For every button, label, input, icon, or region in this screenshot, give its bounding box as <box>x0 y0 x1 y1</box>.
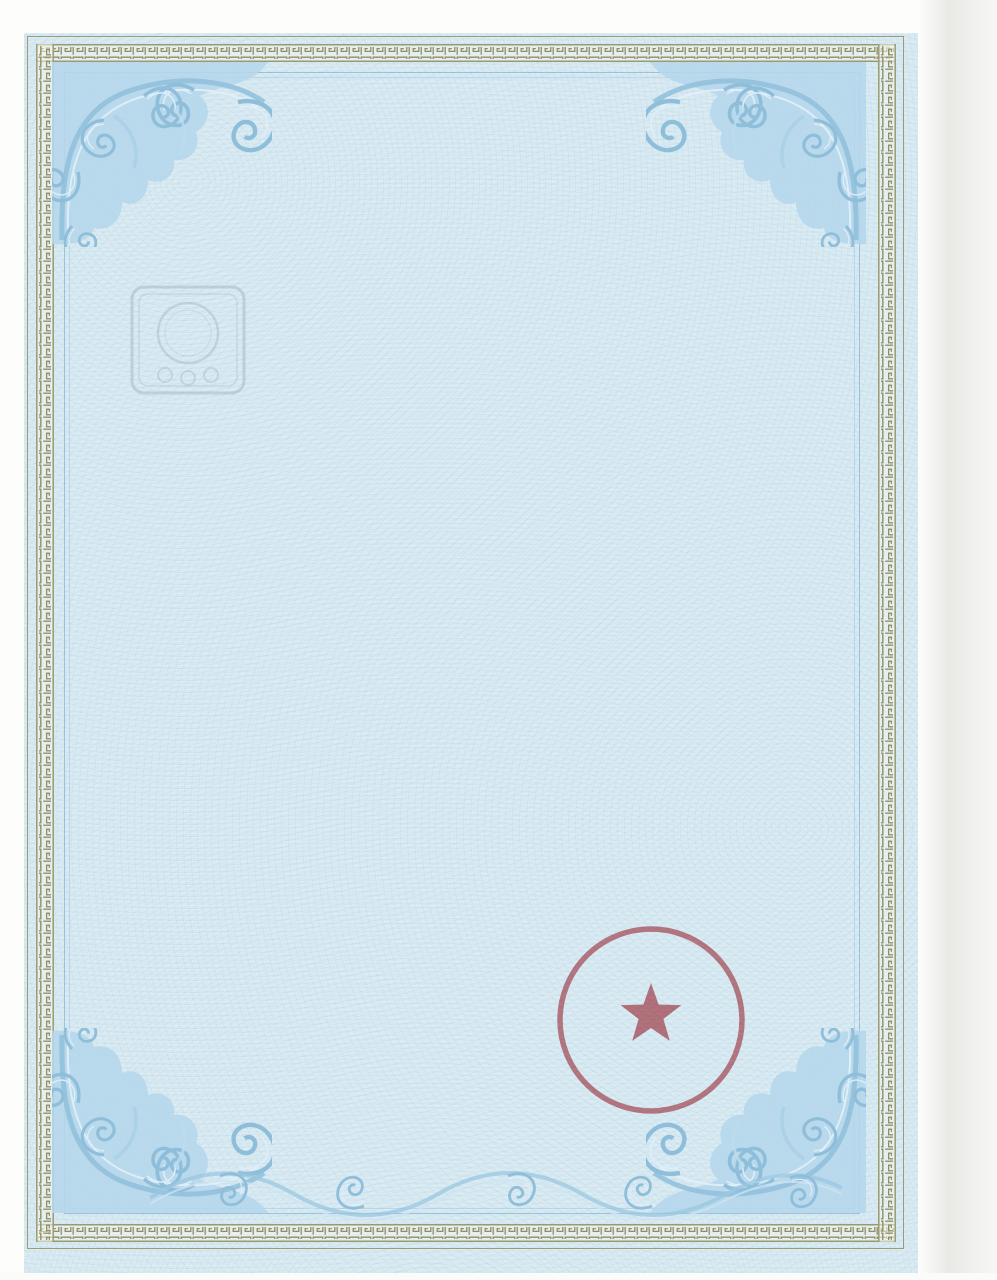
seal-star-icon <box>621 983 682 1041</box>
scan-edge-shadow <box>918 0 997 1280</box>
border-meander-top <box>36 44 896 62</box>
bottom-scroll-ornament <box>150 1146 842 1232</box>
scan-bottom-margin <box>0 1273 997 1280</box>
corner-ornament-top-right <box>646 62 866 247</box>
embossed-emblem-watermark <box>126 283 276 401</box>
qr-code <box>186 1005 258 1077</box>
barcode <box>178 928 316 982</box>
border-meander-right <box>878 44 896 1242</box>
official-seal <box>549 918 753 1122</box>
corner-ornament-top-left <box>52 62 272 247</box>
